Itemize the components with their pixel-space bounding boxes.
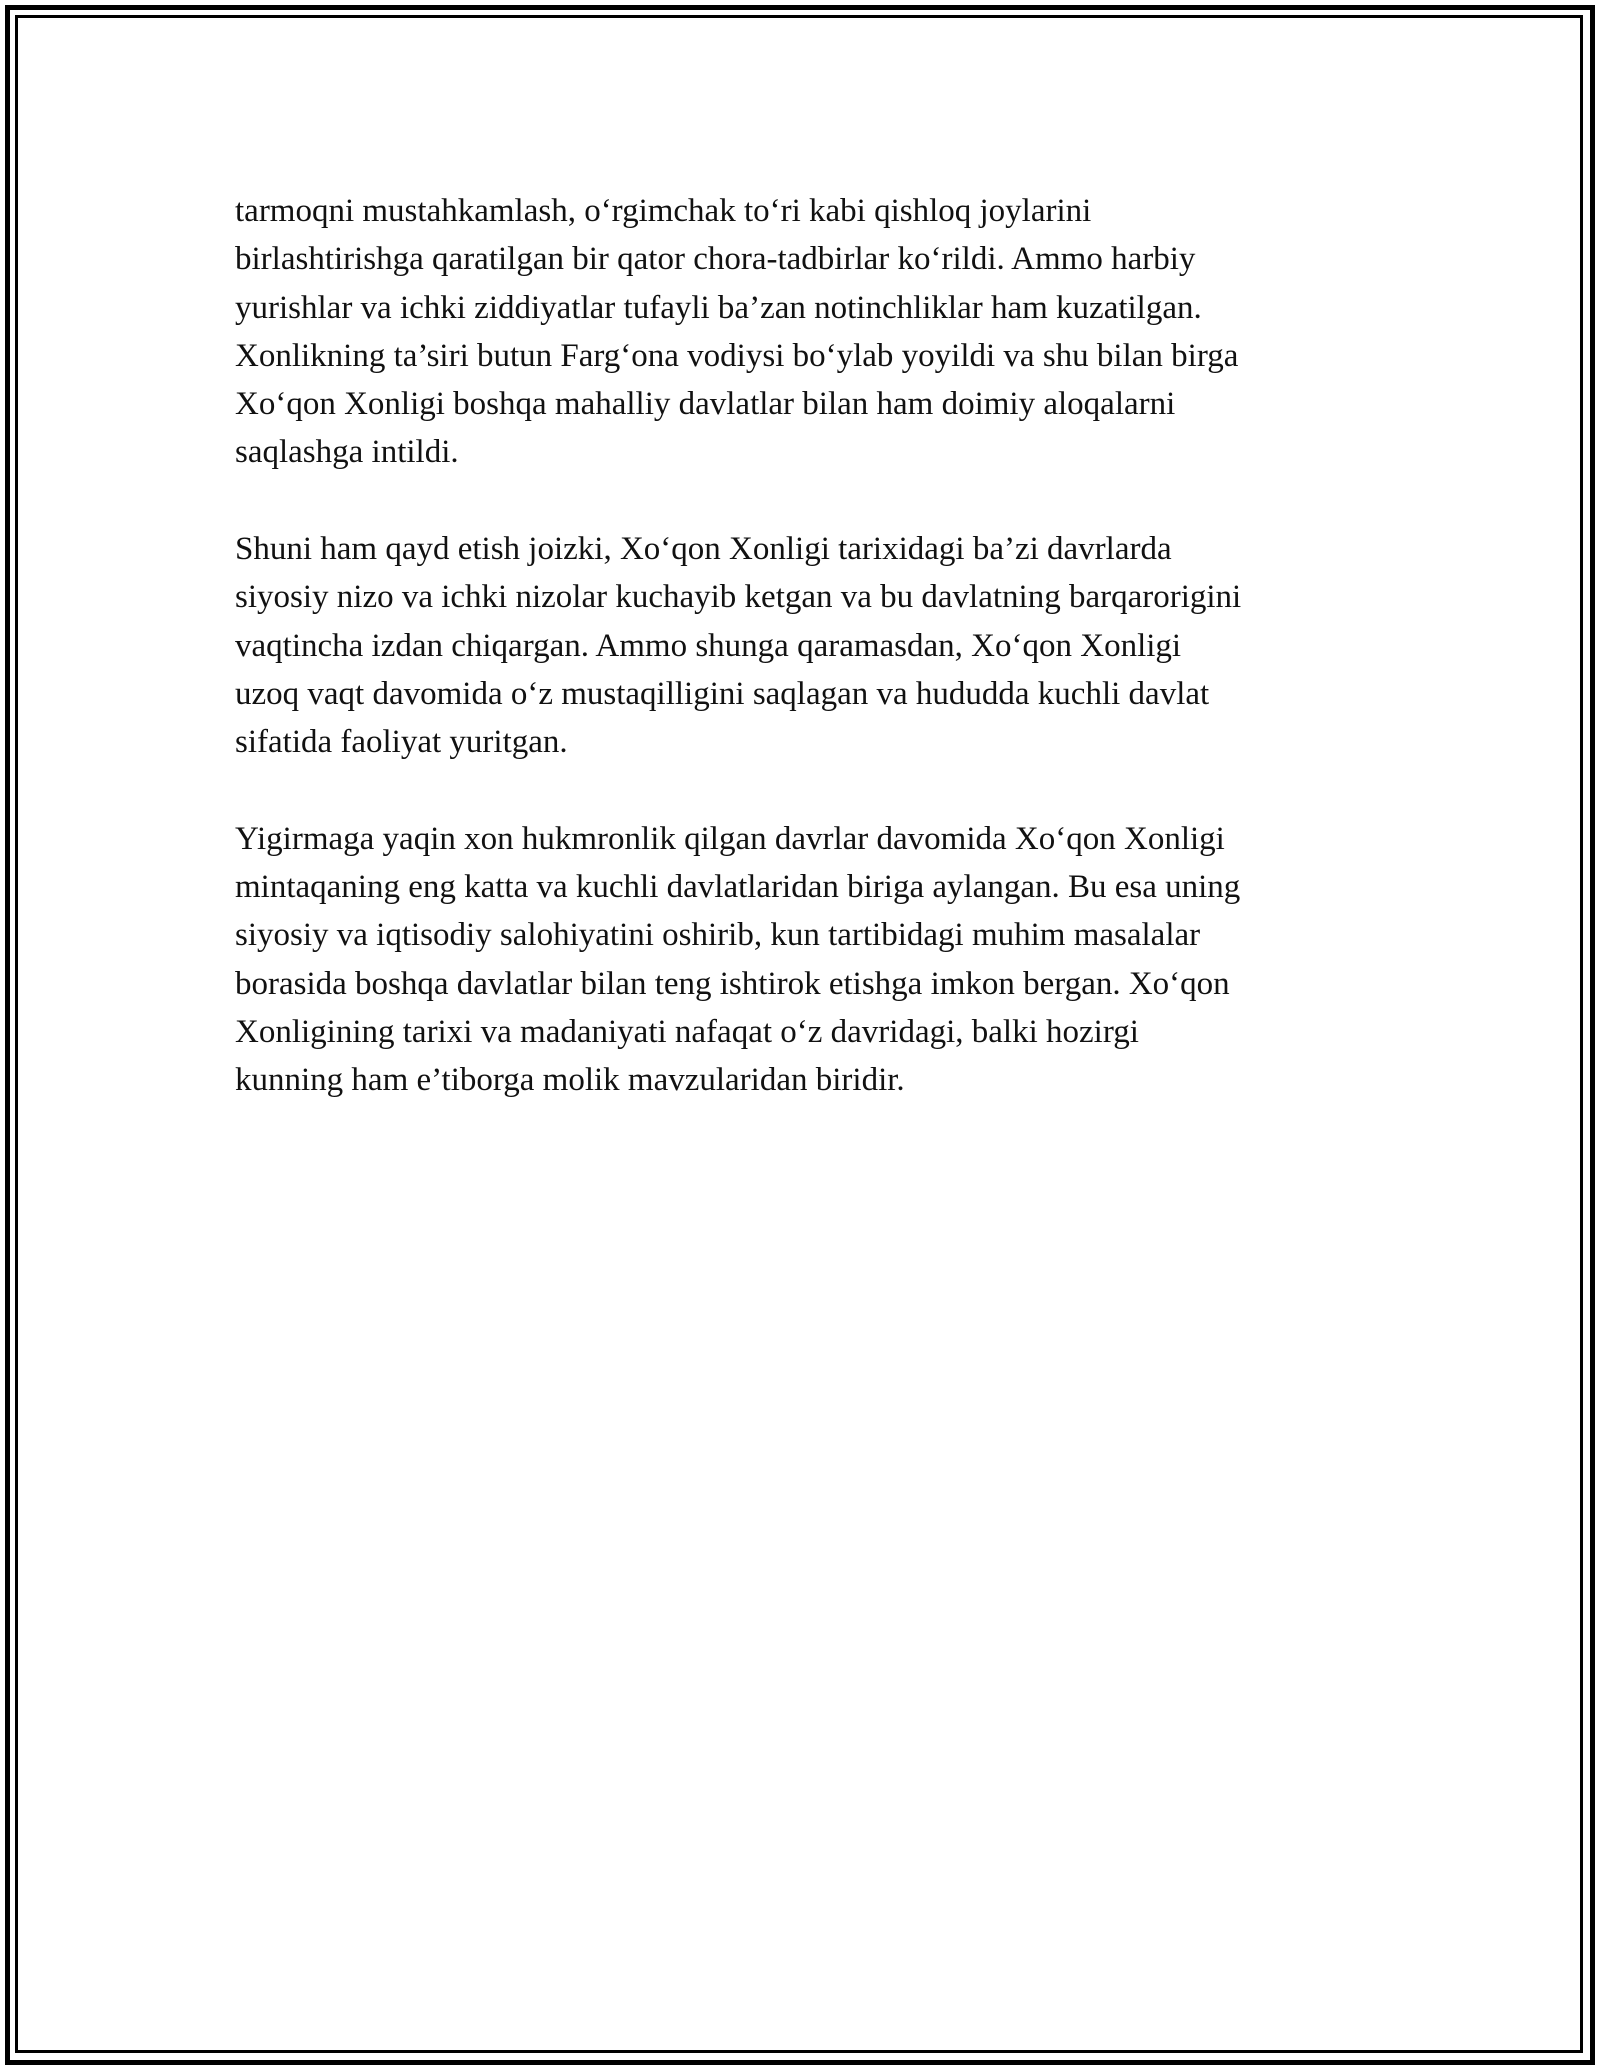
text-line: birlashtirishga qaratilgan bir qator chora-tadbirlar ko‘rildi. Ammo harbiy [235, 241, 1196, 278]
text-line: saqlashga intildi. [235, 434, 459, 471]
text-line: kunning ham e’tiborga molik mavzularidan biridir. [235, 1062, 905, 1099]
text-line: Xo‘qon Xonligi boshqa mahalliy davlatlar bilan ham doimiy aloqalarni [235, 386, 1176, 423]
text-line: Xonlikning ta’siri butun Farg‘ona vodiysi bo‘ylab yoyildi va shu bilan birga [235, 337, 1239, 374]
text-line: vaqtincha izdan chiqargan. Ammo shunga qaramasdan, Xo‘qon Xonligi [235, 627, 1182, 664]
text-line: siyosiy va iqtisodiy salohiyatini oshirib, kun tartibidagi muhim masalalar [235, 917, 1201, 954]
text-line: borasida boshqa davlatlar bilan teng ishtirok etishga imkon bergan. Xo‘qon [235, 965, 1230, 1002]
text-line: uzoq vaqt davomida o‘z mustaqilligini saqlagan va hududda kuchli davlat [235, 675, 1210, 712]
document-body [235, 187, 1365, 1153]
text-line: Yigirmaga yaqin xon hukmronlik qilgan davrlar davomida Xo‘qon Xonligi [235, 820, 1225, 857]
text-line: Xonligining tarixi va madaniyati nafaqat o‘z davridagi, balki hozirgi [235, 1014, 1139, 1051]
text-line: yurishlar va ichki ziddiyatlar tufayli ba’zan notinchliklar ham kuzatilgan. [235, 289, 1202, 326]
text-line: tarmoqni mustahkamlash, o‘rgimchak to‘ri kabi qishloq joylarini [235, 193, 1092, 229]
text-line: sifatida faoliyat yuritgan. [235, 724, 568, 761]
text-line: siyosiy nizo va ichki nizolar kuchayib ketgan va bu davlatning barqarorigini [235, 579, 1242, 616]
text-line: mintaqaning eng katta va kuchli davlatlaridan biriga aylangan. Bu esa uning [235, 869, 1241, 906]
text-line: Shuni ham qayd etish joizki, Xo‘qon Xonligi tarixidagi ba’zi davrlarda [235, 531, 1172, 568]
paragraph-1 [235, 187, 1365, 477]
paragraph-3 [235, 815, 1365, 1105]
paragraph-2 [235, 525, 1365, 766]
